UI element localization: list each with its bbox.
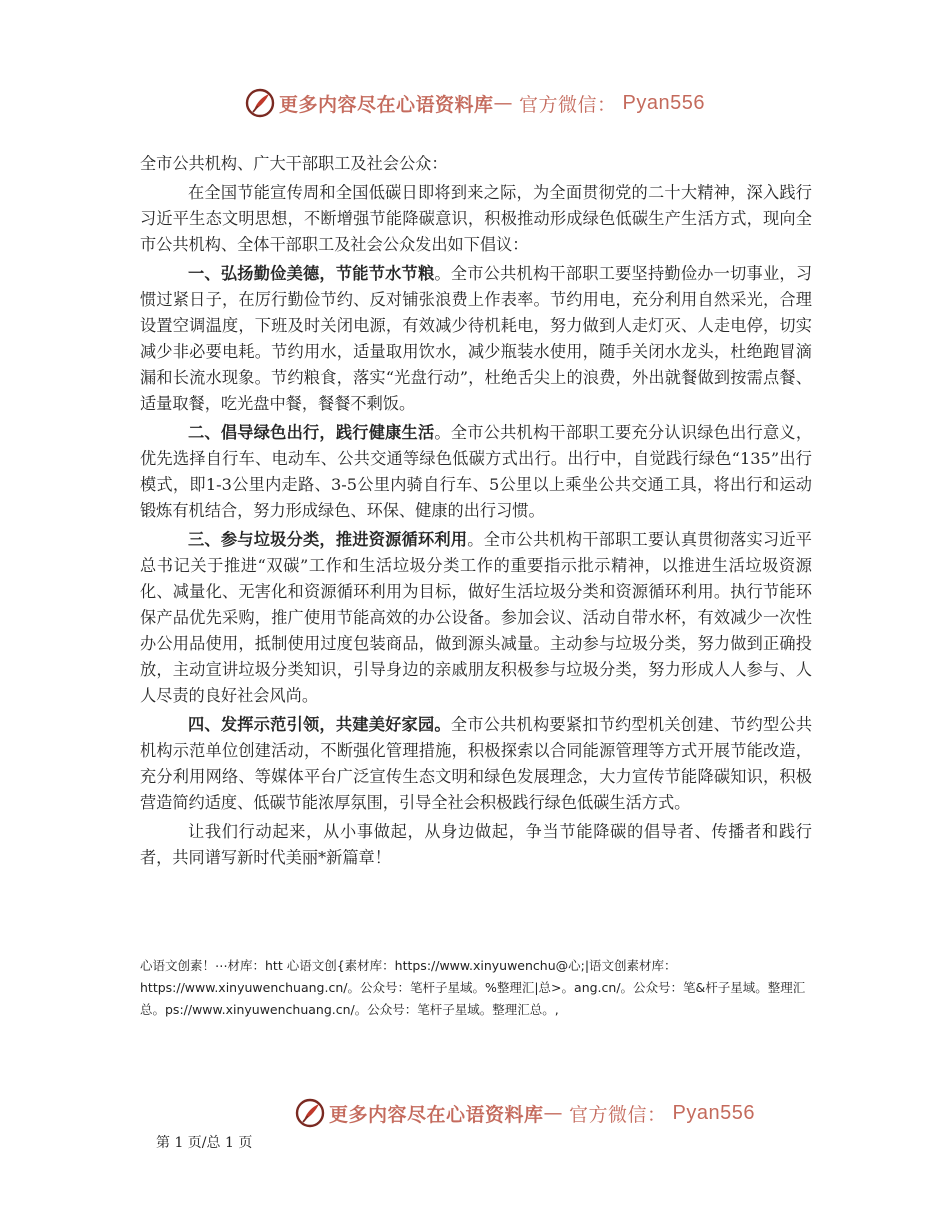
feather-quill-icon	[245, 88, 275, 118]
document-body	[140, 151, 812, 874]
section-body: 。全市公共机构干部职工要认真贯彻落实习近平总书记关于推进“双碳”工作和生活垃圾分类工作的重要指示批示精神，以推进生活垃圾资源化、减量化、无害化和资源循环利用为目标，做好生活垃圾分类和资源循环利用。执行节能环保产品优先采购，推广使用节能高效的办公设备。参加会议、活动自带水杯，有效减少一次性办公用品使用，抵制使用过度包装商品，做到源头减量。主动参与垃圾分类，努力做到正确投放，主动宣讲垃圾分类知识，引导身边的亲戚朋友积极参与垃圾分类，努力形成人人参与、人人尽责的良好社会风尚。	[140, 530, 812, 705]
section-body: 。全市公共机构干部职工要充分认识绿色出行意义，优先选择自行车、电动车、公共交通等绿色低碳方式出行。出行中，自觉践行绿色“135”出行模式，即1-3公里内走路、3-5公里内骑自行车、5公里以上乘坐公共交通工具，将出行和运动锻炼有机结合，努力形成绿色、环保、健康的出行习惯。	[140, 423, 813, 520]
section-paragraph	[140, 261, 812, 417]
banner-title: 更多内容尽在心语资料库	[329, 1103, 544, 1126]
section-heading: 二、倡导绿色出行，践行健康生活	[188, 423, 435, 442]
section-paragraph	[140, 712, 812, 816]
header-banner-top	[0, 88, 950, 118]
footer-notes: 心语文创素！⋯材库：htt 心语文创{素材库：https://www.xinyuwenchu@心;|语文创素材库：https://www.xinyuwenchuang.cn/。公众号：笔杆子星域。%整理汇|总>。ang.cn/。公众号：笔&杆子星域。整理汇总。ps://www.xinyuwenchuang.cn/。公众号：笔杆子星域。整理汇总。,	[140, 958, 806, 1017]
header-banner-bottom	[50, 1098, 950, 1128]
closing-paragraph: 让我们行动起来，从小事做起，从身边做起，争当节能降碳的倡导者、传播者和践行者，共同谱写新时代美丽*新篇章！	[140, 822, 812, 867]
section-paragraph	[140, 420, 812, 524]
banner-wechat-id: Pyan556	[622, 91, 705, 114]
page-number: 第 1 页/总 1 页	[156, 1135, 253, 1151]
section-heading: 三、参与垃圾分类，推进资源循环利用	[188, 530, 468, 549]
banner-wechat-label: 官方微信：	[569, 1103, 667, 1126]
banner-separator: —	[493, 92, 514, 114]
section-body: 。全市公共机构干部职工要坚持勤俭办一切事业，习惯过紧日子，在厉行勤俭节约、反对铺张浪费上作表率。节约用电，充分利用自然采光，合理设置空调温度，下班及时关闭电源，有效减少待机耗电，努力做到人走灯灭、人走电停，切实减少非必要电耗。节约用水，适量取用饮水，减少瓶装水使用，随手关闭水龙头，杜绝跑冒滴漏和长流水现象。节约粮食，落实“光盘行动”，杜绝舌尖上的浪费，外出就餐做到按需点餐、适量取餐，吃光盘中餐，餐餐不剩饭。	[140, 264, 813, 413]
section-body: 全市公共机构要紧扣节约型机关创建、节约型公共机构示范单位创建活动，不断强化管理措施，积极探索以合同能源管理等方式开展节能改造，充分利用网络、等媒体平台广泛宣传生态文明和绿色发展理念，大力宣传节能降碳知识，积极营造简约适度、低碳节能浓厚氛围，引导全社会积极践行绿色低碳生活方式。	[140, 715, 813, 812]
section-heading: 一、弘扬勤俭美德，节能节水节粮	[188, 264, 435, 283]
salutation: 全市公共机构、广大干部职工及社会公众：	[140, 154, 448, 173]
section-heading: 四、发挥示范引领，共建美好家园。	[188, 715, 451, 734]
banner-title: 更多内容尽在心语资料库	[279, 93, 494, 116]
banner-wechat-id: Pyan556	[672, 1101, 755, 1124]
section-paragraph	[140, 527, 812, 709]
banner-separator: —	[543, 1102, 564, 1124]
intro-paragraph: 在全国节能宣传周和全国低碳日即将到来之际，为全面贯彻党的二十大精神，深入践行习近平生态文明思想，不断增强节能降碳意识，积极推动形成绿色低碳生产生活方式，现向全市公共机构、全体干部职工及社会公众发出如下倡议：	[140, 183, 812, 254]
banner-wechat-label: 官方微信：	[519, 93, 617, 116]
feather-quill-icon	[295, 1098, 325, 1128]
